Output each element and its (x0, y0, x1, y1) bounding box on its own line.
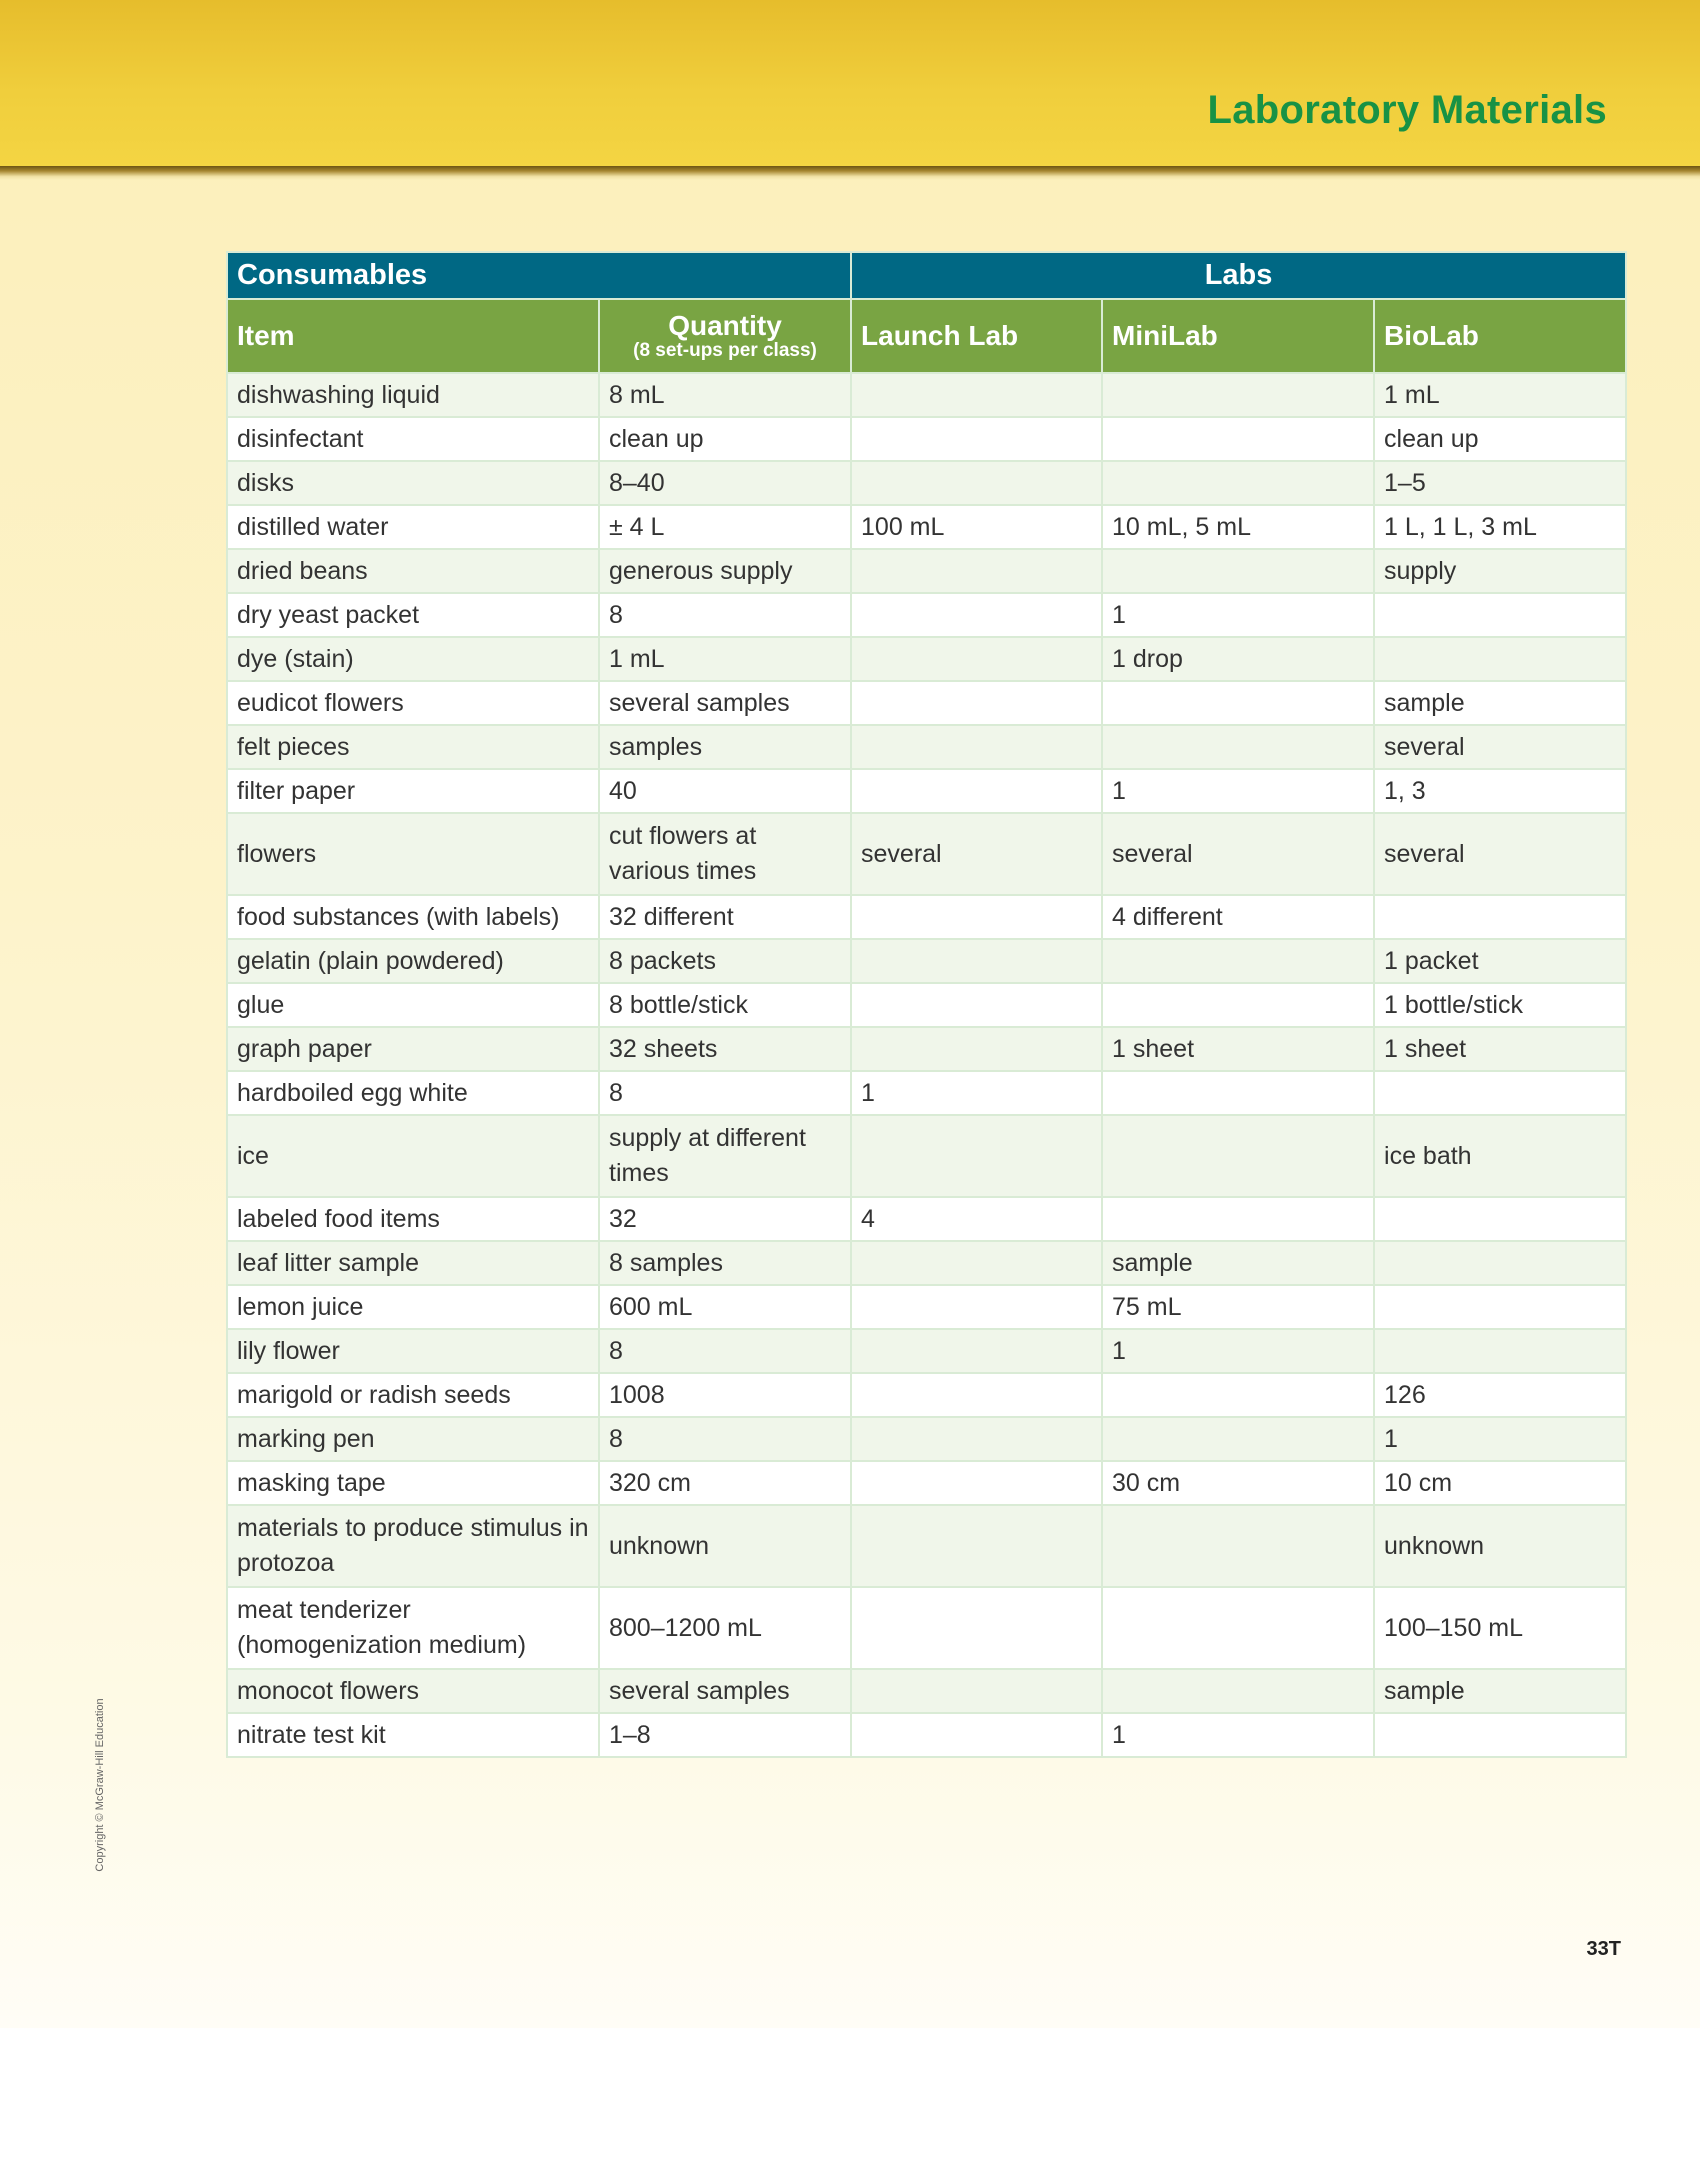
biolab-cell: supply (1374, 549, 1626, 593)
biolab-cell: 1 mL (1374, 373, 1626, 417)
launch-lab-cell (851, 681, 1102, 725)
table-row (227, 939, 1626, 983)
item-cell: food substances (with labels) (227, 895, 599, 939)
item-cell: disinfectant (227, 417, 599, 461)
item-cell: dried beans (227, 549, 599, 593)
table-row (227, 1587, 1626, 1669)
launch-lab-cell (851, 1461, 1102, 1505)
quantity-cell: 1 mL (599, 637, 851, 681)
quantity-header-subtitle: (8 set-ups per class) (633, 339, 817, 361)
table-row (227, 593, 1626, 637)
item-cell: lily flower (227, 1329, 599, 1373)
biolab-cell: unknown (1374, 1505, 1626, 1587)
biolab-cell (1374, 1071, 1626, 1115)
page-number: 33T (1586, 1938, 1621, 1960)
item-cell: meat tenderizer (homogenization medium) (227, 1587, 599, 1669)
quantity-column-header (599, 299, 851, 373)
launch-lab-cell (851, 1027, 1102, 1071)
minilab-cell: 75 mL (1102, 1285, 1374, 1329)
biolab-cell: 1–5 (1374, 461, 1626, 505)
quantity-cell: clean up (599, 417, 851, 461)
quantity-cell: generous supply (599, 549, 851, 593)
page-title: Laboratory Materials (1207, 88, 1607, 132)
materials-table-body (227, 373, 1626, 1757)
launch-lab-cell (851, 895, 1102, 939)
minilab-cell (1102, 1197, 1374, 1241)
item-cell: nitrate test kit (227, 1713, 599, 1757)
launch-lab-cell (851, 769, 1102, 813)
launch-lab-column-header: Launch Lab (851, 299, 1102, 373)
launch-lab-cell (851, 1285, 1102, 1329)
item-cell: masking tape (227, 1461, 599, 1505)
minilab-cell (1102, 1505, 1374, 1587)
biolab-cell (1374, 1329, 1626, 1373)
item-cell: hardboiled egg white (227, 1071, 599, 1115)
biolab-cell (1374, 637, 1626, 681)
quantity-cell: 8 bottle/stick (599, 983, 851, 1027)
quantity-cell: 32 different (599, 895, 851, 939)
table-row (227, 1505, 1626, 1587)
launch-lab-cell (851, 373, 1102, 417)
biolab-cell: 1 bottle/stick (1374, 983, 1626, 1027)
minilab-cell (1102, 1071, 1374, 1115)
labs-group-header: Labs (851, 252, 1626, 299)
biolab-cell (1374, 1197, 1626, 1241)
table-row (227, 461, 1626, 505)
item-cell: glue (227, 983, 599, 1027)
quantity-cell: 1–8 (599, 1713, 851, 1757)
biolab-cell: 10 cm (1374, 1461, 1626, 1505)
quantity-cell: cut flowers at various times (599, 813, 851, 895)
launch-lab-cell: 4 (851, 1197, 1102, 1241)
item-cell: materials to produce stimulus in protozoa (227, 1505, 599, 1587)
minilab-cell: 1 (1102, 1713, 1374, 1757)
item-cell: dye (stain) (227, 637, 599, 681)
table-row (227, 1241, 1626, 1285)
biolab-cell (1374, 1713, 1626, 1757)
minilab-cell: sample (1102, 1241, 1374, 1285)
item-cell: disks (227, 461, 599, 505)
minilab-cell: 1 sheet (1102, 1027, 1374, 1071)
minilab-cell: several (1102, 813, 1374, 895)
item-cell: marking pen (227, 1417, 599, 1461)
quantity-cell: supply at different times (599, 1115, 851, 1197)
biolab-cell: several (1374, 725, 1626, 769)
table-row (227, 725, 1626, 769)
item-cell: labeled food items (227, 1197, 599, 1241)
launch-lab-cell (851, 417, 1102, 461)
item-cell: ice (227, 1115, 599, 1197)
quantity-cell: 1008 (599, 1373, 851, 1417)
quantity-cell: 8 (599, 593, 851, 637)
quantity-cell: 32 sheets (599, 1027, 851, 1071)
quantity-cell: 800–1200 mL (599, 1587, 851, 1669)
launch-lab-cell (851, 1587, 1102, 1669)
table-row (227, 505, 1626, 549)
minilab-column-header: MiniLab (1102, 299, 1374, 373)
copyright-notice: Copyright © McGraw-Hill Education (94, 1698, 106, 1872)
launch-lab-cell (851, 939, 1102, 983)
table-row (227, 549, 1626, 593)
quantity-cell: 8 mL (599, 373, 851, 417)
item-cell: gelatin (plain powdered) (227, 939, 599, 983)
item-cell: distilled water (227, 505, 599, 549)
table-row (227, 637, 1626, 681)
biolab-cell: 100–150 mL (1374, 1587, 1626, 1669)
quantity-cell: samples (599, 725, 851, 769)
item-cell: flowers (227, 813, 599, 895)
biolab-cell (1374, 895, 1626, 939)
minilab-cell: 1 (1102, 593, 1374, 637)
item-cell: monocot flowers (227, 1669, 599, 1713)
item-cell: felt pieces (227, 725, 599, 769)
item-cell: graph paper (227, 1027, 599, 1071)
biolab-cell (1374, 1241, 1626, 1285)
quantity-cell: 8–40 (599, 461, 851, 505)
table-row (227, 1071, 1626, 1115)
table-row (227, 1027, 1626, 1071)
biolab-cell: 1, 3 (1374, 769, 1626, 813)
minilab-cell (1102, 549, 1374, 593)
minilab-cell: 1 (1102, 1329, 1374, 1373)
biolab-cell: clean up (1374, 417, 1626, 461)
table-row (227, 895, 1626, 939)
item-cell: dishwashing liquid (227, 373, 599, 417)
quantity-cell: unknown (599, 1505, 851, 1587)
table-row (227, 1669, 1626, 1713)
item-cell: filter paper (227, 769, 599, 813)
launch-lab-cell (851, 1417, 1102, 1461)
table-row (227, 373, 1626, 417)
minilab-cell (1102, 1417, 1374, 1461)
quantity-cell: 40 (599, 769, 851, 813)
biolab-cell (1374, 593, 1626, 637)
launch-lab-cell (851, 549, 1102, 593)
table-row (227, 1285, 1626, 1329)
table-row (227, 1417, 1626, 1461)
launch-lab-cell (851, 1329, 1102, 1373)
biolab-cell: sample (1374, 681, 1626, 725)
table-row (227, 1197, 1626, 1241)
table-row (227, 813, 1626, 895)
header-divider (0, 166, 1700, 180)
biolab-column-header: BioLab (1374, 299, 1626, 373)
minilab-cell: 10 mL, 5 mL (1102, 505, 1374, 549)
biolab-cell (1374, 1285, 1626, 1329)
launch-lab-cell: several (851, 813, 1102, 895)
minilab-cell (1102, 1115, 1374, 1197)
column-header-row (227, 299, 1626, 373)
item-cell: dry yeast packet (227, 593, 599, 637)
quantity-cell: ± 4 L (599, 505, 851, 549)
minilab-cell: 4 different (1102, 895, 1374, 939)
minilab-cell (1102, 1373, 1374, 1417)
minilab-cell (1102, 373, 1374, 417)
minilab-cell: 1 (1102, 769, 1374, 813)
quantity-cell: 8 (599, 1329, 851, 1373)
launch-lab-cell: 100 mL (851, 505, 1102, 549)
item-column-header: Item (227, 299, 599, 373)
biolab-cell: ice bath (1374, 1115, 1626, 1197)
minilab-cell (1102, 417, 1374, 461)
minilab-cell: 30 cm (1102, 1461, 1374, 1505)
item-cell: eudicot flowers (227, 681, 599, 725)
table-row (227, 769, 1626, 813)
biolab-cell: 1 packet (1374, 939, 1626, 983)
quantity-cell: 32 (599, 1197, 851, 1241)
materials-table (226, 251, 1627, 1758)
launch-lab-cell (851, 1373, 1102, 1417)
biolab-cell: 1 sheet (1374, 1027, 1626, 1071)
launch-lab-cell (851, 1115, 1102, 1197)
consumables-group-header: Consumables (227, 252, 851, 299)
table-row (227, 1461, 1626, 1505)
item-cell: lemon juice (227, 1285, 599, 1329)
table-row (227, 983, 1626, 1027)
launch-lab-cell (851, 1241, 1102, 1285)
biolab-cell: 1 L, 1 L, 3 mL (1374, 505, 1626, 549)
table-row (227, 1115, 1626, 1197)
quantity-header-label: Quantity (668, 310, 782, 342)
launch-lab-cell (851, 1713, 1102, 1757)
minilab-cell (1102, 983, 1374, 1027)
minilab-cell (1102, 1587, 1374, 1669)
launch-lab-cell (851, 637, 1102, 681)
item-cell: marigold or radish seeds (227, 1373, 599, 1417)
quantity-cell: 600 mL (599, 1285, 851, 1329)
launch-lab-cell (851, 983, 1102, 1027)
table-row (227, 1373, 1626, 1417)
quantity-cell: 8 samples (599, 1241, 851, 1285)
launch-lab-cell (851, 1505, 1102, 1587)
launch-lab-cell (851, 1669, 1102, 1713)
quantity-cell: 8 (599, 1071, 851, 1115)
quantity-cell: several samples (599, 1669, 851, 1713)
minilab-cell (1102, 681, 1374, 725)
table-row (227, 681, 1626, 725)
item-cell: leaf litter sample (227, 1241, 599, 1285)
quantity-cell: 320 cm (599, 1461, 851, 1505)
quantity-cell: several samples (599, 681, 851, 725)
launch-lab-cell (851, 725, 1102, 769)
group-header-row (227, 252, 1626, 299)
biolab-cell: several (1374, 813, 1626, 895)
minilab-cell (1102, 1669, 1374, 1713)
launch-lab-cell: 1 (851, 1071, 1102, 1115)
biolab-cell: 126 (1374, 1373, 1626, 1417)
biolab-cell: sample (1374, 1669, 1626, 1713)
launch-lab-cell (851, 461, 1102, 505)
quantity-cell: 8 packets (599, 939, 851, 983)
table-row (227, 417, 1626, 461)
launch-lab-cell (851, 593, 1102, 637)
table-row (227, 1329, 1626, 1373)
minilab-cell (1102, 461, 1374, 505)
minilab-cell: 1 drop (1102, 637, 1374, 681)
quantity-cell: 8 (599, 1417, 851, 1461)
header-band (0, 0, 1700, 168)
biolab-cell: 1 (1374, 1417, 1626, 1461)
minilab-cell (1102, 725, 1374, 769)
table-row (227, 1713, 1626, 1757)
minilab-cell (1102, 939, 1374, 983)
